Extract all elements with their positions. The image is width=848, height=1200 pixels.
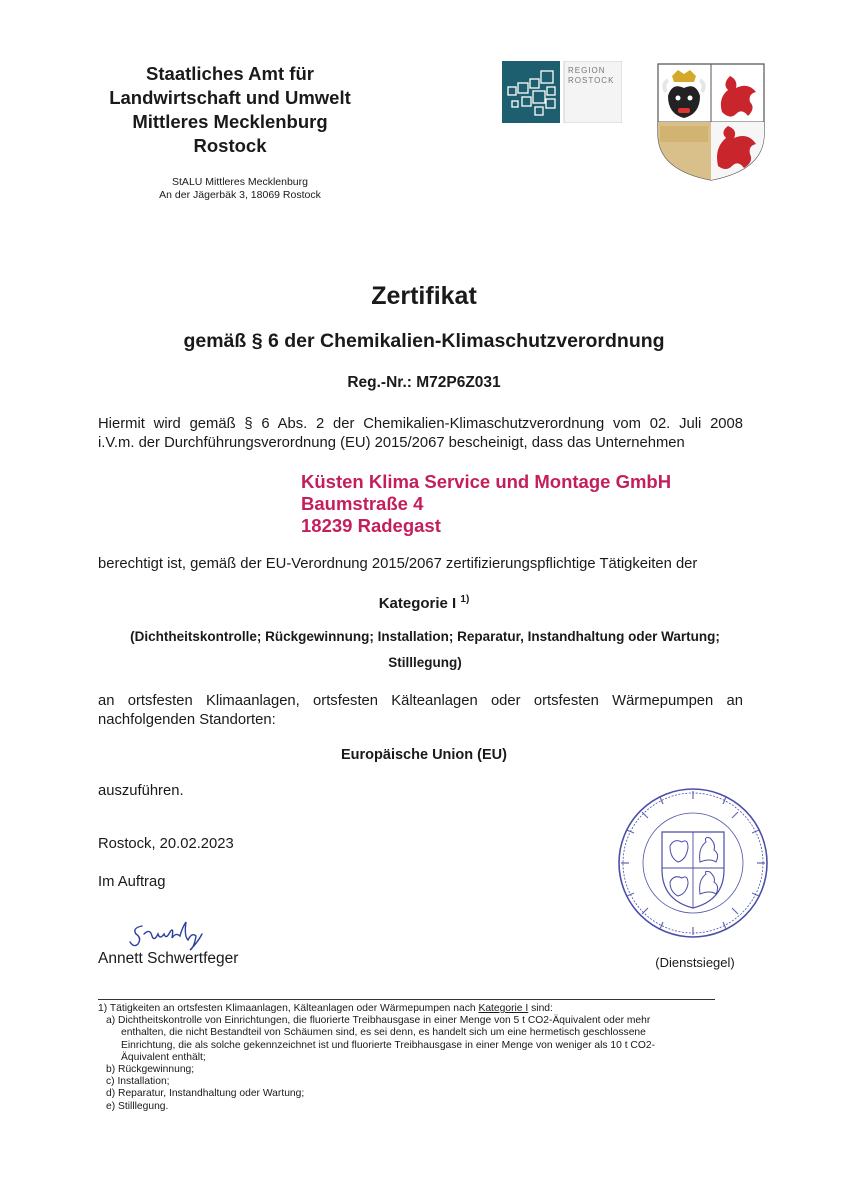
region-scope: Europäische Union (EU) [341,747,507,763]
footnote-item: d) Reparatur, Instandhaltung oder Wartung; [106,1088,305,1100]
category-description [90,624,760,676]
certificate-title: Zertifikat [371,282,477,310]
footnote-marker: 1) [460,594,470,605]
handwritten-signature [128,918,208,952]
authority-name-line: Landwirtschaft und Umwelt [109,87,351,108]
on-behalf-text: Im Auftrag [98,874,166,890]
company-city: 18239 Radegast [301,515,441,536]
category-heading [0,594,848,612]
seal-label: (Dienstsiegel) [655,955,735,970]
place-date: Rostock, 20.02.2023 [98,836,234,852]
signer-name: Annett Schwertfeger [98,950,239,967]
company-name: Küsten Klima Service und Montage GmbH [301,471,672,492]
category-description-line: (Dichtheitskontrolle; Rückgewinnung; Installation; Reparatur, Instandhaltung oder Wartung; [130,629,720,644]
region-logo-text: ROSTOCK [568,76,615,85]
state-coat-of-arms [656,62,766,182]
entitled-text: berechtigt ist, gemäß der EU-Verordnung 2015/2067 zertifizierungspflichtige Tätigkeiten der [98,556,698,572]
location-paragraph [98,692,743,730]
footnote [98,1003,723,1113]
footnote-item: a) Dichtheitskontrolle von Einrichtungen, die fluorierte Treibhausgase in einer Menge von 5 t CO2-Äquivalent oder mehr [106,1015,651,1027]
execute-text: auszuführen. [98,783,184,799]
region-rostock-logo [502,61,622,123]
category-label: Kategorie I [378,595,457,612]
footnote-item: e) Stilllegung. [106,1100,169,1112]
intro-line: i.V.m. der Durchführungsverordnung (EU) 2015/2067 bescheinigt, dass das Unternehmen [98,435,685,451]
authority-name-line: Rostock [193,135,267,156]
footnote-item: b) Rückgewinnung; [106,1064,195,1076]
registration-number: Reg.-Nr.: M72P6Z031 [347,374,501,391]
intro-line: Hiermit wird gemäß § 6 Abs. 2 der Chemikalien-Klimaschutzverordnung vom 02. Juli 2008 [98,416,743,432]
category-description-line: Stilllegung) [388,655,462,670]
authority-name [80,62,380,158]
footnote-item: c) Installation; [106,1076,170,1088]
company-street: Baumstraße 4 [301,493,424,514]
location-line: nachfolgenden Standorten: [98,712,276,728]
location-line: an ortsfesten Klimaanlagen, ortsfesten Kälteanlagen oder ortsfesten Wärmepumpen an [98,693,743,709]
official-seal [616,786,770,940]
region-logo-text: REGION [568,66,606,75]
company-address [301,471,671,537]
address-line: StALU Mittleres Mecklenburg [172,176,308,188]
footnote-item-continued: Äquivalent enthält; [121,1051,206,1063]
footnote-item-continued: enthalten, die nicht Bestandteil von Schäumen sind, es sei denn, es handelt sich um eine hermetisch geschlossene [121,1027,646,1039]
authority-name-line: Staatliches Amt für [146,63,314,84]
footnote-divider [98,999,715,1000]
address-line: An der Jägerbäk 3, 18069 Rostock [159,189,321,201]
certificate-subtitle: gemäß § 6 der Chemikalien-Klimaschutzverordnung [183,330,665,352]
authority-name-line: Mittleres Mecklenburg [132,111,328,132]
footnote-item-continued: Einrichtung, die als solche gekennzeichnet ist und fluorierte Treibhausgase in einer Menge von weniger als 10 t CO2- [121,1039,656,1051]
intro-paragraph [98,415,743,453]
footnote-category-reference: Kategorie I [478,1003,529,1014]
authority-address [140,176,340,202]
footnote-intro: 1) Tätigkeiten an ortsfesten Klimaanlagen, Kälteanlagen oder Wärmepumpen nach Kategorie I sind: [98,1003,553,1014]
